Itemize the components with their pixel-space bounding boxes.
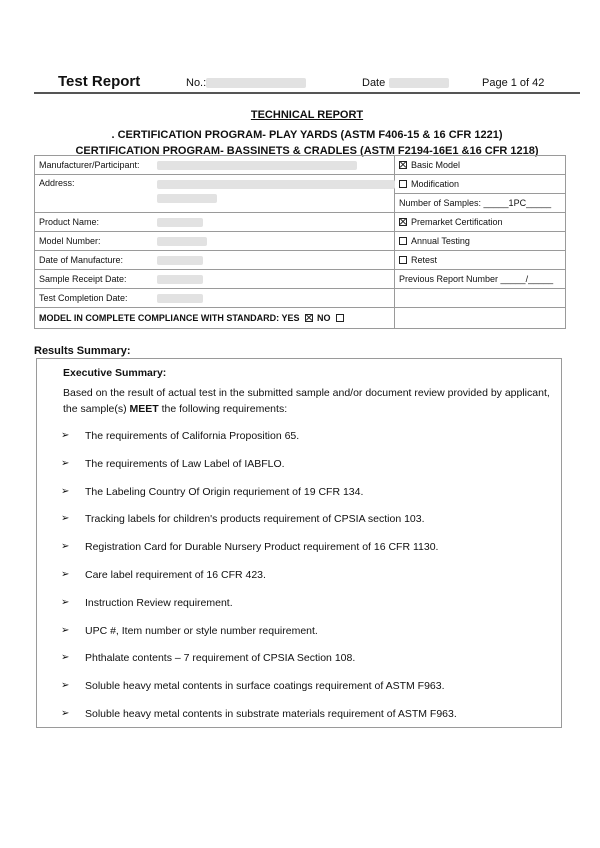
unchecked-box-icon [399,180,407,188]
arrow-bullet-icon: ➢ [61,457,70,469]
premarket-option [395,213,566,232]
date-of-manufacture-label: Date of Manufacture: [35,251,144,270]
certification-heading-bassinets: CERTIFICATION PROGRAM- BASSINETS & CRADLES (ASTM F2194-16E1 &16 CFR 1218) [75,145,539,157]
redacted-address-line2 [157,194,217,203]
sample-receipt-label: Sample Receipt Date: [35,270,144,289]
arrow-bullet-icon: ➢ [61,485,70,497]
header-divider [34,92,580,94]
table-row [35,213,566,232]
retest-label: Retest [411,255,438,265]
report-title: Test Report [58,73,141,90]
test-completion-label: Test Completion Date: [35,289,144,308]
results-summary-box [36,358,562,728]
modification-label: Modification [411,179,460,189]
address-label: Address: [35,175,144,213]
checked-box-icon [399,218,407,226]
report-header [34,72,580,92]
compliance-yes-label: MODEL IN COMPLETE COMPLIANCE WITH STANDARD: YES [39,313,300,323]
arrow-bullet-icon: ➢ [61,624,70,636]
compliance-statement [35,308,395,329]
summary-intro: Based on the result of actual test in the submitted sample and/or document review provided by applicant, the sample(s) [63,387,550,415]
redacted-address [157,180,395,189]
arrow-bullet-icon: ➢ [61,596,70,608]
list-item: ➢ The requirements of Law Label of IABFLO. [61,457,285,470]
arrow-bullet-icon: ➢ [61,680,70,692]
redacted-manufacturer [157,161,357,170]
list-item: ➢ Registration Card for Durable Nursery Product requirement of 16 CFR 1130. [61,541,439,554]
redacted-product-name [157,218,203,227]
summary-intro-end: the following requirements: [161,403,288,415]
basic-model-label: Basic Model [411,160,461,170]
list-item: ➢ Tracking labels for children's products requirement of CPSIA section 103. [61,513,425,526]
executive-summary-title: Executive Summary: [63,367,167,379]
certification-heading-play-yards: . CERTIFICATION PROGRAM- PLAY YARDS (ASTM F406-15 & 16 CFR 1221) [111,129,503,141]
technical-report-heading: TECHNICAL REPORT [250,109,364,121]
basic-model-option [395,156,566,175]
modification-option [395,175,566,194]
list-item: ➢ UPC #, Item number or style number requirement. [61,624,318,637]
redacted-manufacture-date [157,256,203,265]
unchecked-box-icon [399,237,407,245]
product-info-table [34,155,566,329]
premarket-label: Premarket Certification [411,217,503,227]
list-item: ➢ Soluble heavy metal contents in surface coatings requirement of ASTM F963. [61,680,445,693]
annual-testing-label: Annual Testing [411,236,470,246]
report-number-label: No.: [186,77,207,89]
checked-box-icon [399,161,407,169]
compliance-no-label: NO [317,313,331,323]
list-item: ➢ Care label requirement of 16 CFR 423. [61,568,266,581]
table-row [35,308,566,329]
model-number-label: Model Number: [35,232,144,251]
list-item: ➢ The requirements of California Proposition 65. [61,430,300,442]
arrow-bullet-icon: ➢ [61,568,70,580]
results-summary-title: Results Summary: [34,345,131,357]
meet-keyword: MEET [129,403,159,415]
arrow-bullet-icon: ➢ [61,652,70,664]
number-of-samples: Number of Samples: _____1PC_____ [395,194,566,213]
list-item: ➢ The Labeling Country Of Origin requriement of 19 CFR 134. [61,485,364,498]
redacted-model-number [157,237,207,246]
arrow-bullet-icon: ➢ [61,430,70,441]
date-label: Date [362,77,386,89]
redacted-completion-date [157,294,203,303]
annual-testing-option [395,232,566,251]
list-item: ➢ Soluble heavy metal contents in substrate materials requirement of ASTM F963. [61,707,457,720]
report-headings [34,108,580,159]
arrow-bullet-icon: ➢ [61,541,70,553]
retest-option [395,251,566,270]
arrow-bullet-icon: ➢ [61,707,70,719]
product-name-label: Product Name: [35,213,144,232]
table-row [35,156,566,175]
table-row [35,270,566,289]
table-row [35,175,566,194]
arrow-bullet-icon: ➢ [61,513,70,525]
manufacturer-label: Manufacturer/Participant: [35,156,144,175]
unchecked-box-icon [399,256,407,264]
table-row [35,232,566,251]
table-row [35,251,566,270]
page-indicator: Page 1 of 42 [482,77,545,89]
redacted-report-number [206,78,306,88]
unchecked-box-icon [336,314,344,322]
executive-summary-text [63,385,551,417]
previous-report-number: Previous Report Number _____/_____ [395,270,566,289]
requirements-list [61,429,457,735]
list-item: ➢ Instruction Review requirement. [61,596,233,609]
checked-box-icon [305,314,313,322]
table-row [35,289,566,308]
redacted-receipt-date [157,275,203,284]
redacted-date [389,78,449,88]
list-item: ➢ Phthalate contents – 7 requirement of CPSIA Section 108. [61,652,356,665]
